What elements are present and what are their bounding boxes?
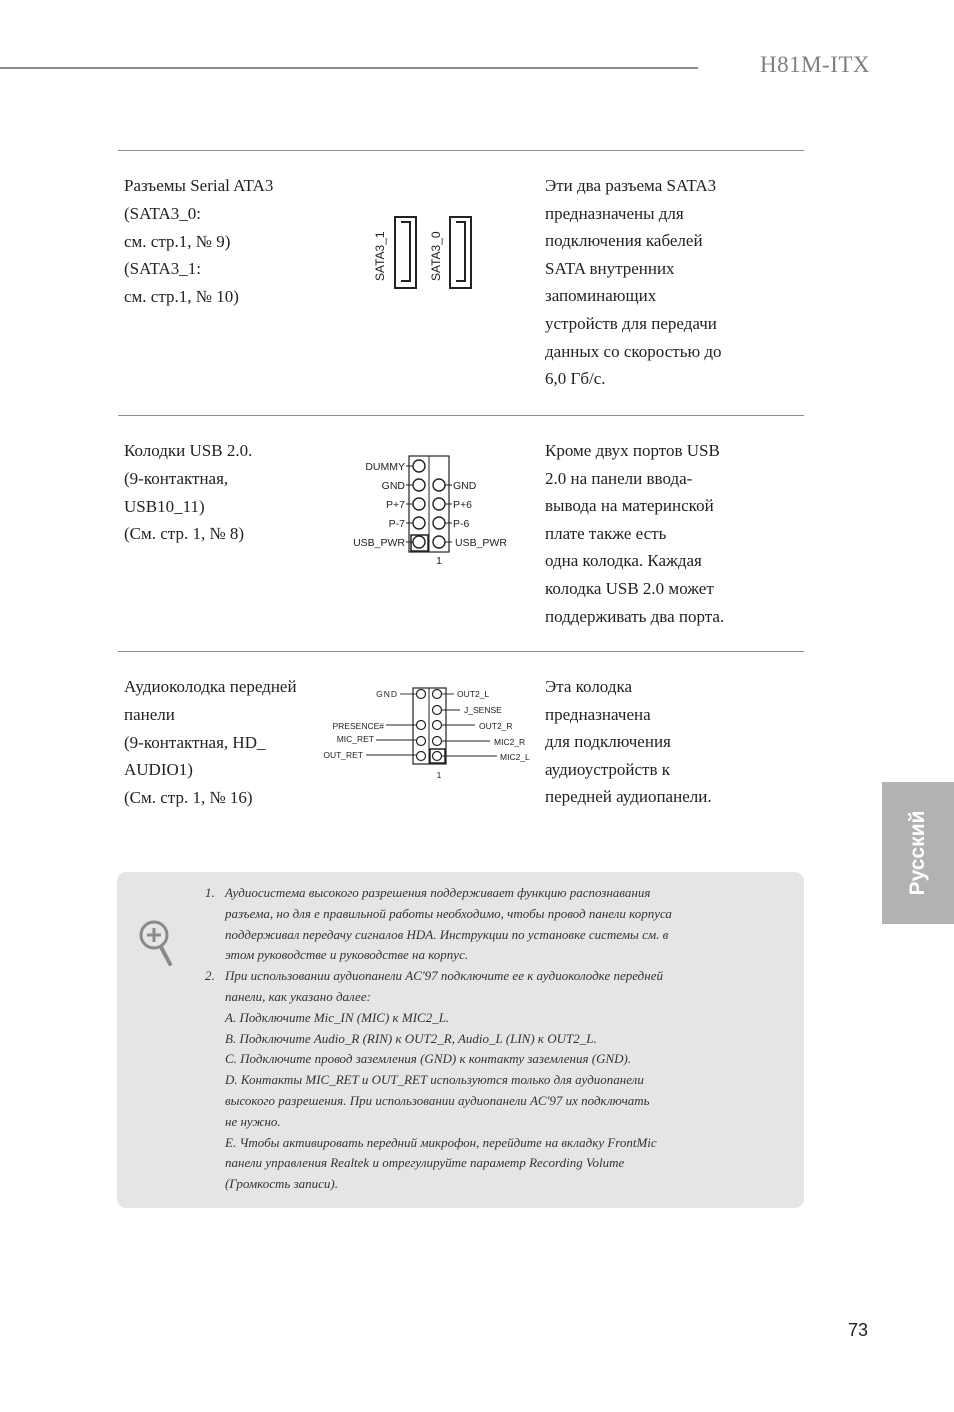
language-tab — [882, 782, 954, 924]
pin-label: MIC_RET — [336, 734, 374, 744]
usb-description-left — [124, 437, 324, 548]
text-line: устройств для передачи — [545, 313, 717, 333]
sata-description-right — [545, 172, 760, 393]
text-line: (См. стр. 1, № 16) — [124, 788, 253, 808]
note-line: (Громкость записи). — [225, 1176, 338, 1192]
pin-label: GND — [453, 480, 477, 492]
note-line: D. Контакты MIC_RET и OUT_RET используются только для аудиопанели — [225, 1072, 644, 1088]
text-line: запоминающих — [545, 286, 657, 306]
pin-label: P+6 — [453, 499, 472, 511]
note-item-2 — [205, 966, 765, 987]
text-line: (9-контактная, HD_ — [124, 732, 266, 752]
text-line: предназначены для — [545, 203, 684, 223]
note-number: 2. — [205, 968, 215, 984]
note-line: панели управления Realtek и отрегулируйте параметр Recording Volume — [225, 1155, 625, 1171]
text-line: Эта колодка — [545, 677, 633, 696]
text-line: Аудиоколодка передней — [124, 677, 297, 696]
text-line: (См. стр. 1, № 8) — [124, 524, 245, 544]
text-line: (SATA3_0: — [124, 203, 202, 223]
pin-label: P-7 — [388, 518, 405, 530]
page-number: 73 — [848, 1320, 869, 1340]
sata-connector-diagram — [368, 214, 480, 292]
pin-label: P+7 — [386, 499, 405, 511]
pin-label: USB_PWR — [353, 537, 405, 549]
text-line: см. стр.1, № 10) — [124, 287, 239, 307]
text-line: см. стр.1, № 9) — [124, 231, 231, 251]
note-line: разъема, но для е правильной работы необходимо, чтобы провод панели корпуса — [225, 905, 672, 921]
text-line: плате также есть — [545, 523, 667, 543]
text-line: подключения кабелей — [545, 231, 703, 251]
pin-label: USB_PWR — [455, 537, 507, 549]
text-line: для подключения — [545, 732, 671, 752]
note-text — [205, 883, 765, 1195]
text-line: (9-контактная, — [124, 468, 229, 488]
pin-label: GND — [376, 689, 398, 699]
sata3-1-label: SATA3_1 — [373, 231, 387, 281]
pin-label: OUT2_R — [479, 721, 513, 731]
note-line: не нужно. — [225, 1113, 281, 1129]
text-line: Колодки USB 2.0. — [124, 441, 253, 460]
note-line: поддерживал передачу сигналов HDA. Инструкции по установке системы см. в — [225, 926, 669, 942]
pin-label: PRESENCE# — [332, 721, 384, 731]
text-line: поддерживать два порта. — [545, 606, 725, 626]
pin-label: J_SENSE — [464, 705, 502, 715]
audio-description-left — [124, 673, 324, 812]
sata3-1-connector — [395, 217, 416, 288]
note-line: При использовании аудиопанели AC'97 подключите ее к аудиоколодке передней — [225, 968, 663, 984]
note-number: 1. — [205, 885, 215, 900]
text-line: панели — [124, 704, 175, 724]
text-line: вывода на материнской — [545, 496, 714, 516]
text-line: предназначена — [545, 704, 651, 724]
text-line: Эти два разъема SATA3 — [545, 176, 717, 195]
section-divider — [118, 651, 804, 652]
text-line: SATA внутренних — [545, 258, 675, 278]
text-line: USB10_11) — [124, 496, 205, 516]
text-line: (SATA3_1: — [124, 259, 202, 279]
model-title: H81M-ITX — [760, 52, 871, 77]
pin-label: GND — [381, 480, 405, 492]
section-divider — [118, 415, 804, 416]
text-line: данных со скоростью до — [545, 341, 722, 361]
note-line: панели, как указано далее: — [225, 988, 371, 1004]
usb-header-diagram — [340, 452, 530, 572]
usb-description-right — [545, 437, 760, 630]
note-line: этом руководстве и руководстве на корпус. — [225, 947, 469, 963]
sata-description-left — [124, 172, 324, 311]
text-line: AUDIO1) — [124, 760, 193, 780]
note-item-1 — [205, 883, 765, 904]
pin-label: MIC2_R — [494, 737, 526, 747]
note-line: C. Подключите провод заземления (GND) к контакту заземления (GND). — [225, 1051, 632, 1067]
header-rule — [0, 67, 698, 69]
text-line: аудиоустройств к — [545, 759, 671, 779]
text-line: Разъемы Serial ATA3 — [124, 176, 274, 195]
magnifier-plus-icon — [138, 918, 178, 970]
text-line: одна колодка. Каждая — [545, 551, 702, 571]
pin-label: DUMMY — [365, 461, 405, 473]
pin-1-label: 1 — [436, 770, 442, 780]
pin-label: P-6 — [453, 518, 470, 530]
sata3-0-connector — [450, 217, 471, 288]
audio-description-right — [545, 673, 760, 811]
sata3-0-label: SATA3_0 — [429, 231, 443, 281]
hd-audio-header-diagram — [318, 684, 540, 784]
note-line: высокого разрешения. При использовании аудиопанели AC'97 их подключать — [225, 1092, 650, 1108]
pin-label: OUT_RET — [323, 750, 363, 760]
language-tab-label: Русский — [906, 810, 929, 896]
note-line: E. Чтобы активировать передний микрофон, перейдите на вкладку FrontMic — [225, 1134, 657, 1150]
note-line: B. Подключите Audio_R (RIN) к OUT2_R, Audio_L (LIN) к OUT2_L. — [225, 1030, 597, 1046]
text-line: 6,0 Гб/с. — [545, 369, 606, 389]
text-line: колодка USB 2.0 может — [545, 578, 714, 598]
text-line: Кроме двух портов USB — [545, 441, 720, 460]
section-divider — [118, 150, 804, 151]
pin-label: OUT2_L — [457, 689, 490, 699]
text-line: передней аудиопанели. — [545, 787, 712, 807]
pin-label: MIC2_L — [500, 752, 530, 762]
text-line: 2.0 на панели ввода- — [545, 468, 693, 488]
pin-1-label: 1 — [436, 555, 442, 567]
note-line: A. Подключите Mic_IN (MIC) к MIC2_L. — [225, 1009, 450, 1025]
note-line: Аудиосистема высокого разрешения поддерживает функцию распознавания — [225, 885, 651, 900]
